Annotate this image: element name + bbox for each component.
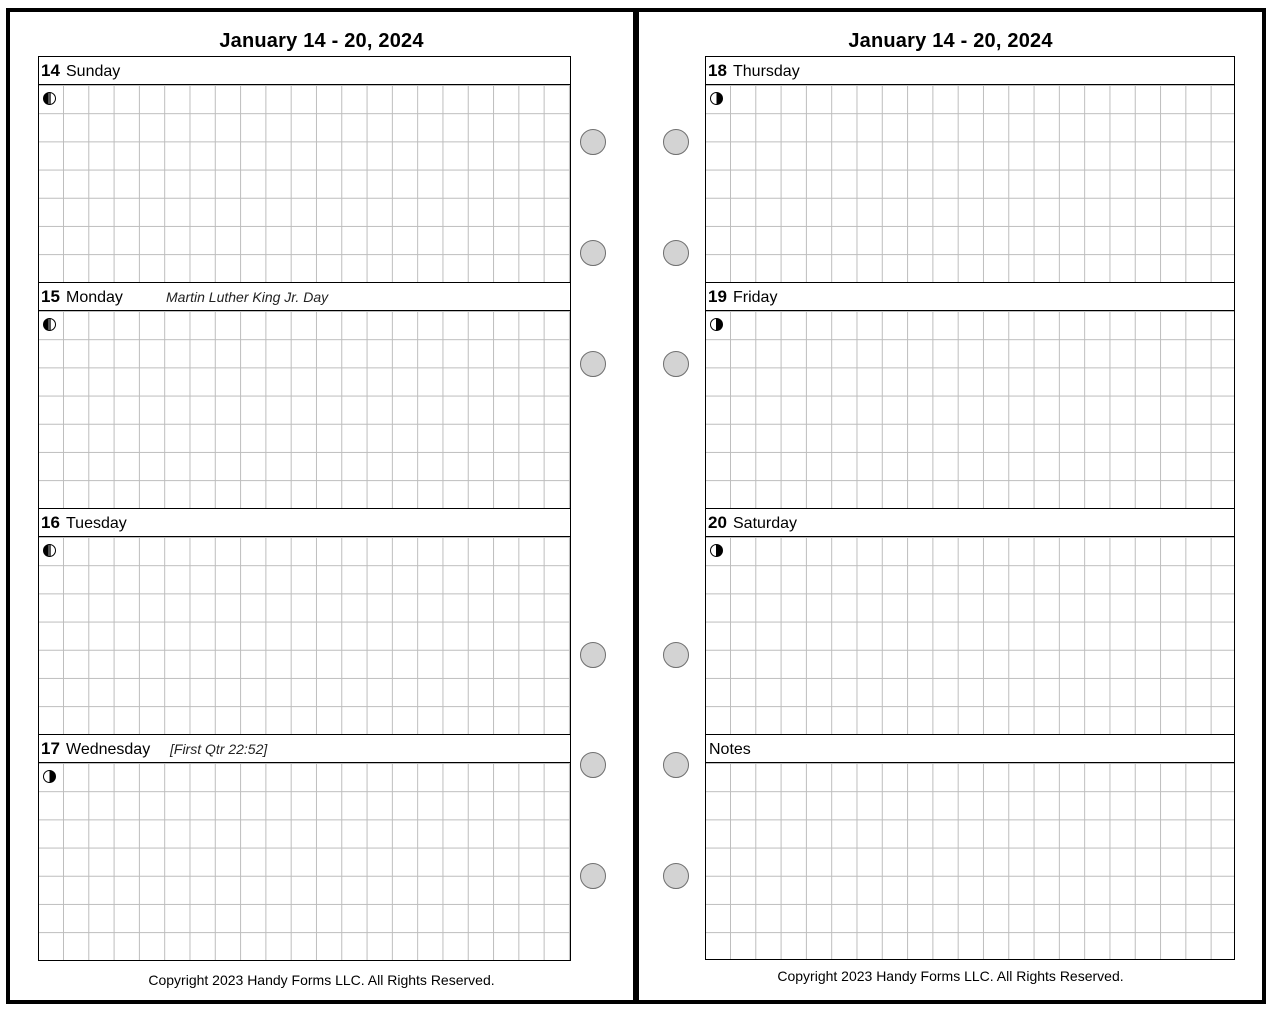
first-quarter-icon bbox=[710, 92, 723, 105]
right-planner-page bbox=[635, 8, 1266, 1004]
day-number: 14 bbox=[41, 61, 60, 80]
page-title: January 14 - 20, 2024 bbox=[848, 30, 1053, 52]
day-header bbox=[706, 283, 1234, 311]
punch-hole bbox=[663, 642, 689, 668]
day-name: Sunday bbox=[66, 63, 121, 80]
punch-hole bbox=[580, 129, 606, 155]
writing-grid[interactable] bbox=[39, 537, 570, 734]
waxing-gibbous-icon bbox=[710, 544, 723, 557]
day-number: 17 bbox=[41, 739, 60, 758]
day-header bbox=[706, 57, 1234, 85]
day-name: Thursday bbox=[733, 63, 800, 80]
punch-hole bbox=[663, 129, 689, 155]
day-box-tuesday[interactable] bbox=[38, 508, 571, 735]
punch-hole bbox=[580, 863, 606, 889]
writing-grid[interactable] bbox=[39, 311, 570, 508]
left-planner-page bbox=[6, 8, 637, 1004]
writing-grid[interactable] bbox=[39, 763, 570, 960]
punch-hole bbox=[580, 752, 606, 778]
punch-hole bbox=[580, 240, 606, 266]
day-header bbox=[39, 283, 570, 311]
writing-grid[interactable] bbox=[706, 311, 1234, 508]
writing-grid[interactable] bbox=[706, 85, 1234, 282]
day-name: Monday bbox=[66, 289, 123, 306]
day-header bbox=[39, 509, 570, 537]
notes-label: Notes bbox=[709, 741, 751, 758]
day-name: Saturday bbox=[733, 515, 798, 532]
punch-hole bbox=[663, 240, 689, 266]
waning-crescent-icon bbox=[43, 92, 56, 105]
day-box-thursday[interactable] bbox=[705, 56, 1235, 283]
day-header bbox=[706, 509, 1234, 537]
day-header bbox=[39, 735, 570, 763]
day-name: Wednesday bbox=[66, 741, 151, 758]
waxing-gibbous-icon bbox=[710, 318, 723, 331]
copyright-footer: Copyright 2023 Handy Forms LLC. All Rights Reserved. bbox=[777, 968, 1124, 984]
punch-hole bbox=[580, 642, 606, 668]
page-title: January 14 - 20, 2024 bbox=[219, 30, 424, 52]
day-box-wednesday[interactable] bbox=[38, 734, 571, 961]
waning-crescent-icon bbox=[43, 318, 56, 331]
day-name: Tuesday bbox=[66, 515, 127, 532]
waxing-crescent-icon bbox=[43, 544, 56, 557]
day-number: 20 bbox=[708, 513, 727, 532]
day-box-sunday[interactable] bbox=[38, 56, 571, 283]
day-header bbox=[39, 57, 570, 85]
day-number: 19 bbox=[708, 287, 727, 306]
day-box-saturday[interactable] bbox=[705, 508, 1235, 735]
notes-box[interactable] bbox=[705, 734, 1235, 960]
notes-header bbox=[706, 735, 1234, 763]
first-quarter-icon bbox=[43, 770, 56, 783]
day-box-friday[interactable] bbox=[705, 282, 1235, 509]
writing-grid[interactable] bbox=[39, 85, 570, 282]
punch-hole bbox=[663, 863, 689, 889]
moon-phase-note: [First Qtr 22:52] bbox=[170, 741, 268, 757]
day-number: 18 bbox=[708, 61, 727, 80]
punch-hole bbox=[580, 351, 606, 377]
copyright-footer: Copyright 2023 Handy Forms LLC. All Rights Reserved. bbox=[148, 972, 495, 988]
punch-hole bbox=[663, 752, 689, 778]
day-box-monday[interactable] bbox=[38, 282, 571, 509]
writing-grid[interactable] bbox=[706, 763, 1234, 959]
day-number: 15 bbox=[41, 287, 60, 306]
day-name: Friday bbox=[733, 289, 778, 306]
writing-grid[interactable] bbox=[706, 537, 1234, 734]
holiday-label: Martin Luther King Jr. Day bbox=[166, 289, 329, 305]
punch-hole bbox=[663, 351, 689, 377]
day-number: 16 bbox=[41, 513, 60, 532]
